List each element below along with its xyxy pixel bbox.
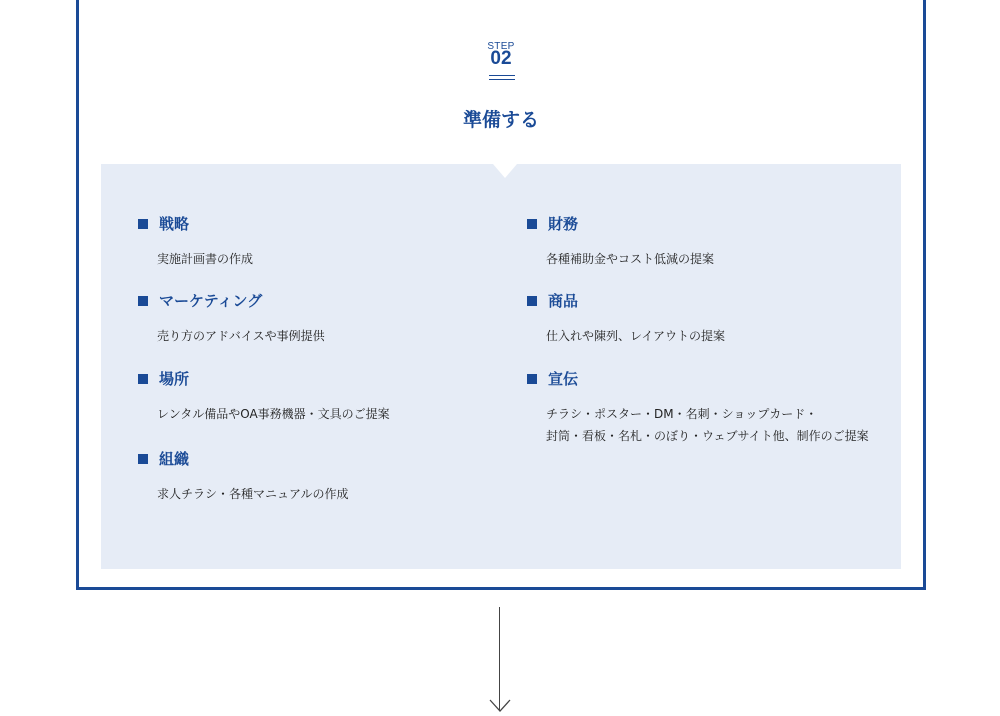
square-bullet-icon (527, 374, 537, 384)
item-description-line: 封筒・看板・名札・のぼり・ウェブサイト他、制作のご提案 (546, 429, 869, 443)
step-card (76, 0, 926, 590)
item-description (157, 483, 349, 505)
item-description-line: 求人チラシ・各種マニュアルの作成 (157, 487, 349, 501)
down-arrow-icon (489, 699, 511, 713)
item-title: 組織 (159, 450, 190, 468)
item-description (157, 325, 325, 347)
item-title: 戦略 (159, 215, 190, 233)
content-panel (101, 164, 901, 569)
square-bullet-icon (138, 454, 148, 464)
item-description (157, 403, 390, 425)
step-underline-bottom (489, 79, 515, 80)
square-bullet-icon (138, 374, 148, 384)
panel-notch (493, 164, 517, 178)
item-description-line: 各種補助金やコスト低減の提案 (546, 252, 715, 266)
square-bullet-icon (138, 219, 148, 229)
item-description-line: チラシ・ポスター・DM・名刺・ショップカード・ (546, 407, 818, 421)
item-description (546, 403, 869, 447)
item-title: 商品 (548, 292, 579, 310)
item-description (157, 248, 253, 270)
item-description (546, 248, 714, 270)
item-title: 宣伝 (548, 370, 579, 388)
section-title: 準備する (462, 109, 539, 131)
item-description-line: 実施計画書の作成 (157, 252, 254, 266)
item-title: 財務 (548, 215, 579, 233)
item-description (546, 325, 725, 347)
square-bullet-icon (527, 296, 537, 306)
square-bullet-icon (527, 219, 537, 229)
item-title: マーケティング (159, 292, 263, 310)
item-title: 場所 (159, 370, 190, 388)
item-description-line: 仕入れや陳列、レイアウトの提案 (546, 329, 726, 343)
item-description-line: 売り方のアドバイスや事例提供 (157, 329, 325, 343)
item-description-line: レンタル備品やOA事務機器・文具のご提案 (157, 407, 390, 421)
step-label: STEP (487, 41, 515, 52)
square-bullet-icon (138, 296, 148, 306)
step-number: 02 (490, 48, 512, 69)
step-underline-top (489, 75, 515, 76)
flow-arrow-line (499, 607, 500, 710)
